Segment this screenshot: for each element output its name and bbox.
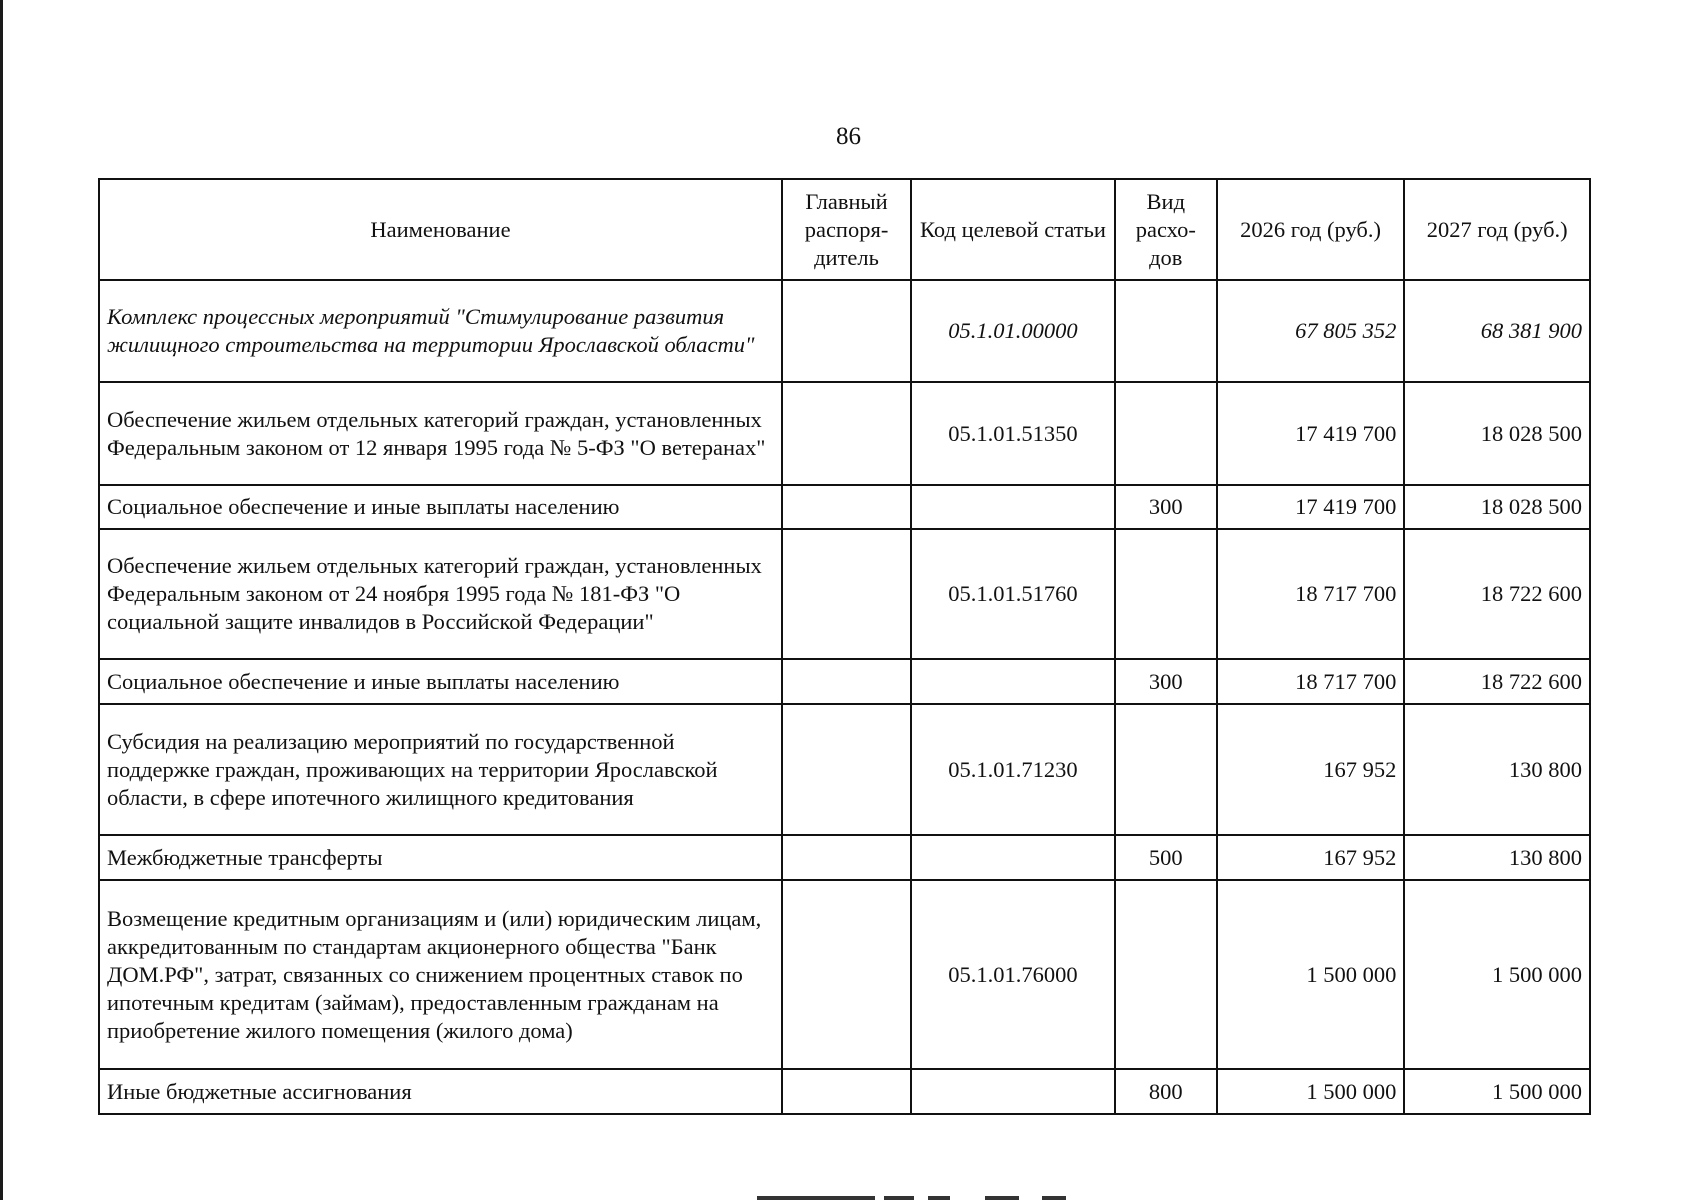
cell-expense-type: 300 [1115,659,1217,704]
cell-code: 05.1.01.71230 [911,704,1115,835]
cell-2026: 17 419 700 [1217,382,1405,485]
footer-mark [928,1196,950,1200]
cell-name: Обеспечение жильем отдельных категорий граждан, установленных Федеральным законом от 24 ноября 1995 года № 181-ФЗ "О социальной защите инвалидов в Российской Федерации" [99,529,782,659]
cell-2027: 130 800 [1404,704,1590,835]
cell-name: Межбюджетные трансферты [99,835,782,880]
cell-2026: 67 805 352 [1217,280,1405,382]
cell-expense-type [1115,280,1217,382]
cell-name: Возмещение кредитным организациям и (или) юридическим лицам, аккредитованным по стандартам акционерного общества "Банк ДОМ.РФ", затрат, связанных со снижением процентных ставок по ипотечным кредитам (займам), предоставленным гражданам на приобретение жилого помещения (жилого дома) [99,880,782,1069]
table-row [99,704,1590,835]
cell-name: Иные бюджетные ассигнования [99,1069,782,1114]
table-row [99,485,1590,529]
cell-2027: 18 722 600 [1404,529,1590,659]
cell-manager [782,280,911,382]
cell-2026: 167 952 [1217,704,1405,835]
cell-expense-type: 300 [1115,485,1217,529]
cell-name: Комплекс процессных мероприятий "Стимулирование развития жилищного строительства на территории Ярославской области" [99,280,782,382]
cell-expense-type [1115,382,1217,485]
cell-code [911,659,1115,704]
table-row [99,529,1590,659]
header-code: Код целевой статьи [911,179,1115,280]
cell-manager [782,1069,911,1114]
footer-mark [985,1196,1019,1200]
cell-2026: 18 717 700 [1217,659,1405,704]
cell-name: Социальное обеспечение и иные выплаты населению [99,485,782,529]
header-expense-type: Вид расхо-дов [1115,179,1217,280]
header-2026: 2026 год (руб.) [1217,179,1405,280]
footer-mark [757,1196,875,1200]
table-header-row [99,179,1590,280]
page-number: 86 [836,123,861,150]
header-manager: Главный распоря-дитель [782,179,911,280]
cell-manager [782,529,911,659]
cell-manager [782,485,911,529]
cell-2027: 18 028 500 [1404,485,1590,529]
cell-2027: 18 722 600 [1404,659,1590,704]
cell-2026: 18 717 700 [1217,529,1405,659]
footer-mark [884,1196,914,1200]
table-row [99,382,1590,485]
cell-manager [782,704,911,835]
cell-code [911,835,1115,880]
budget-table [98,178,1591,1115]
cell-expense-type: 500 [1115,835,1217,880]
cell-2027: 1 500 000 [1404,1069,1590,1114]
cell-2026: 17 419 700 [1217,485,1405,529]
footer-mark [1042,1196,1066,1200]
cell-name: Социальное обеспечение и иные выплаты населению [99,659,782,704]
cell-expense-type [1115,880,1217,1069]
cell-expense-type [1115,704,1217,835]
header-2027: 2027 год (руб.) [1404,179,1590,280]
cell-2026: 167 952 [1217,835,1405,880]
cell-name: Субсидия на реализацию мероприятий по государственной поддержке граждан, проживающих на территории Ярославской области, в сфере ипотечного жилищного кредитования [99,704,782,835]
cell-code [911,485,1115,529]
cell-code [911,1069,1115,1114]
cell-manager [782,880,911,1069]
table-row [99,880,1590,1069]
table-row [99,835,1590,880]
cell-2027: 18 028 500 [1404,382,1590,485]
cell-expense-type: 800 [1115,1069,1217,1114]
page-edge-line [0,0,3,1200]
cell-code: 05.1.01.00000 [911,280,1115,382]
cell-2026: 1 500 000 [1217,1069,1405,1114]
table-row [99,659,1590,704]
cell-code: 05.1.01.51760 [911,529,1115,659]
cell-2027: 130 800 [1404,835,1590,880]
cell-code: 05.1.01.51350 [911,382,1115,485]
cell-name: Обеспечение жильем отдельных категорий граждан, установленных Федеральным законом от 12 января 1995 года № 5-ФЗ "О ветеранах" [99,382,782,485]
cell-manager [782,835,911,880]
cell-2027: 68 381 900 [1404,280,1590,382]
header-name: Наименование [99,179,782,280]
table-row [99,1069,1590,1114]
cell-code: 05.1.01.76000 [911,880,1115,1069]
cell-2027: 1 500 000 [1404,880,1590,1069]
cell-manager [782,382,911,485]
cell-expense-type [1115,529,1217,659]
table-row [99,280,1590,382]
cell-manager [782,659,911,704]
cell-2026: 1 500 000 [1217,880,1405,1069]
